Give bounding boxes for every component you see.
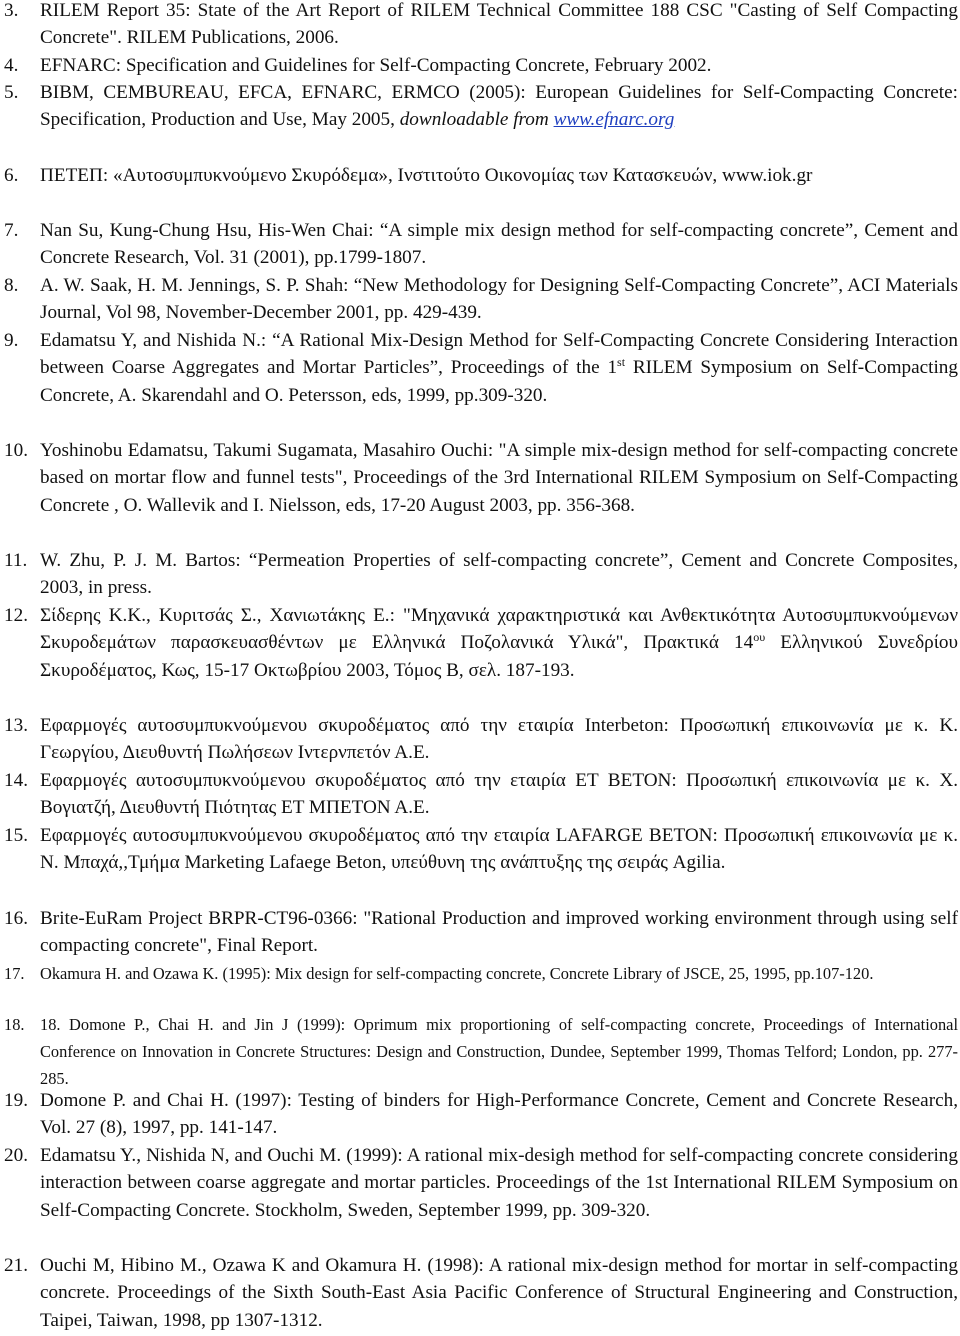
reference-number: 19. bbox=[4, 1090, 28, 1111]
reference-text: Ouchi M, Hibino M., Ozawa K and Okamura H. (1998): A rational mix-design method for mortar in self-compacting concrete. Proceedings of the Sixth South-East Asia Pacific Conference of Structural Engineering and Construction, Taipei, Taiwan, 1998, pp 1307-1312. bbox=[40, 1255, 958, 1331]
superscript: st bbox=[617, 355, 626, 370]
reference-number: 5. bbox=[4, 82, 19, 103]
reference-number: 18. bbox=[4, 1015, 25, 1034]
reference-number: 15. bbox=[4, 825, 28, 846]
reference-text: 18. Domone P., Chai H. and Jin J (1999): Oprimum mix proportioning of self-compacting concrete, Proceedings of International Conference on Innovation in Concrete Structures: Design and Construction, Dundee, September 1999, Thomas Telford; London, pp. 277-285. bbox=[40, 1015, 958, 1088]
reference-number: 10. bbox=[4, 440, 28, 461]
reference-text: Yoshinobu Edamatsu, Takumi Sugamata, Masahiro Ouchi: "A simple mix-design method for self-compacting concrete based on mortar flow and funnel tests", Proceedings of the 3rd International RILEM Symposium on Self-Compacting Concrete , O. Wallevik and I. Nielsson, eds, 17-20 August 2003, pp. 356-368. bbox=[40, 440, 958, 516]
reference-text: Εφαρμογές αυτοσυμπυκνούμενου σκυροδέματος από την εταιρία Interbeton: Προσωπική επικοινωνία με κ. Κ. Γεωργίου, Διευθυντή Πωλήσεων Ιντερνπετόν Α.Ε. bbox=[40, 715, 958, 764]
reference-text: Domone P. and Chai H. (1997): Testing of binders for High-Performance Concrete, Cement and Concrete Research, Vol. 27 (8), 1997, pp. 141-147. bbox=[40, 1090, 958, 1139]
reference-number: 3. bbox=[4, 0, 19, 21]
reference-text: Εφαρμογές αυτοσυμπυκνούμενου σκυροδέματος από την εταιρία ΕΤ ΒΕΤΟΝ: Προσωπική επικοινωνία με κ. Χ. Βογιατζή, Διευθυντή Πιότητας ΕΤ ΜΠΕΤΟΝ Α.Ε. bbox=[40, 770, 958, 819]
reference-text: Nan Su, Kung-Chung Hsu, His-Wen Chai: “A simple mix design method for self-compacting concrete”, Cement and Concrete Research, Vol. 31 (2001), pp.1799-1807. bbox=[40, 220, 958, 269]
reference-text: Εφαρμογές αυτοσυμπυκνούμενου σκυροδέματος από την εταιρία LAFARGE BETON: Προσωπική επικοινωνία με κ. Ν. Μπαχά,,Τμήμα Marketing Lafaege Beton, υπεύθυνη της ανάπτυξης της σειράς Agilia. bbox=[40, 825, 958, 874]
reference-number: 7. bbox=[4, 220, 19, 241]
reference-number: 12. bbox=[4, 605, 28, 626]
reference-number: 21. bbox=[4, 1255, 28, 1276]
reference-number: 17. bbox=[4, 964, 25, 983]
reference-number: 11. bbox=[4, 550, 28, 571]
reference-number: 16. bbox=[4, 908, 28, 929]
reference-text: Edamatsu Y, and Nishida N.: “A Rational Mix-Design Method for Self-Compacting Concrete Considering Interaction between Coarse Aggregates and Mortar Particles”, Proceedings of the 1st RILEM Symposium on Self-Compacting Concrete, A. Skarendahl and O. Petersson, eds, 1999, pp.309-320. bbox=[40, 330, 958, 406]
reference-text: Okamura H. and Ozawa K. (1995): Mix design for self-compacting concrete, Concrete Library of JSCE, 25, 1995, pp.107-120. bbox=[40, 964, 874, 983]
reference-number: 13. bbox=[4, 715, 28, 736]
reference-text: RILEM Report 35: State of the Art Report of RILEM Technical Committee 188 CSC "Casting of Self Compacting Concrete". RILEM Publications, 2006. bbox=[40, 0, 958, 49]
reference-text: BIBM, CEMBUREAU, EFCA, EFNARC, ERMCO (2005): European Guidelines for Self-Compacting Concrete: Specification, Production and Use, May 2005, downloadable from www.efnarc.org bbox=[40, 82, 958, 131]
reference-number: 14. bbox=[4, 770, 28, 791]
reference-text: ΠΕΤΕΠ: «Αυτοσυμπυκνούμενο Σκυρόδεμα», Ινστιτούτο Οικονομίας των Κατασκευών, www.iok.gr bbox=[40, 165, 813, 186]
reference-text: EFNARC: Specification and Guidelines for Self-Compacting Concrete, February 2002. bbox=[40, 55, 712, 76]
reference-number: 4. bbox=[4, 55, 19, 76]
reference-text: Σίδερης Κ.Κ., Κυριτσάς Σ., Χανιωτάκης Ε.: "Μηχανικά χαρακτηριστικά και Ανθεκτικότητα Αυτοσυμπυκνούμενων Σκυροδεμάτων παρασκευασθέντων με Ελληνικά Ποζολανικά Υλικά", Πρακτικά $14^{o\upsilon}$ Ελληνικού Συνεδρίου Σκυροδέματος, Κως, 15-17 Οκτωβρίου 2003, Τόμος Β, σελ. 187-193. bbox=[40, 605, 958, 681]
reference-number: 6. bbox=[4, 165, 19, 186]
superscript: ου bbox=[753, 630, 766, 645]
downloadable-note: downloadable from bbox=[399, 109, 549, 131]
reference-number: 9. bbox=[4, 330, 19, 351]
reference-text: Brite-EuRam Project BRPR-CT96-0366: "Rational Production and improved working environment through using self compacting concrete", Final Report. bbox=[40, 908, 958, 957]
reference-text: Edamatsu Y., Nishida N, and Ouchi M. (1999): A rational mix-desigh method for self-compacting concrete considering interaction between coarse aggregate and mortar particles. Proceedings of the 1st International RILEM Symposium on Self-Compacting Concrete. Stockholm, Sweden, September 1999, pp. 309-320. bbox=[40, 1145, 958, 1221]
efnarc-link[interactable]: www.efnarc.org bbox=[553, 109, 675, 131]
reference-number: 8. bbox=[4, 275, 19, 296]
reference-text: W. Zhu, P. J. M. Bartos: “Permeation Properties of self-compacting concrete”, Cement and Concrete Composites, 2003, in press. bbox=[40, 550, 958, 599]
reference-text: A. W. Saak, H. M. Jennings, S. P. Shah: “New Methodology for Designing Self-Compacting Concrete”, ACI Materials Journal, Vol 98, November-December 2001, pp. 429-439. bbox=[40, 275, 958, 324]
reference-number: 20. bbox=[4, 1145, 28, 1166]
